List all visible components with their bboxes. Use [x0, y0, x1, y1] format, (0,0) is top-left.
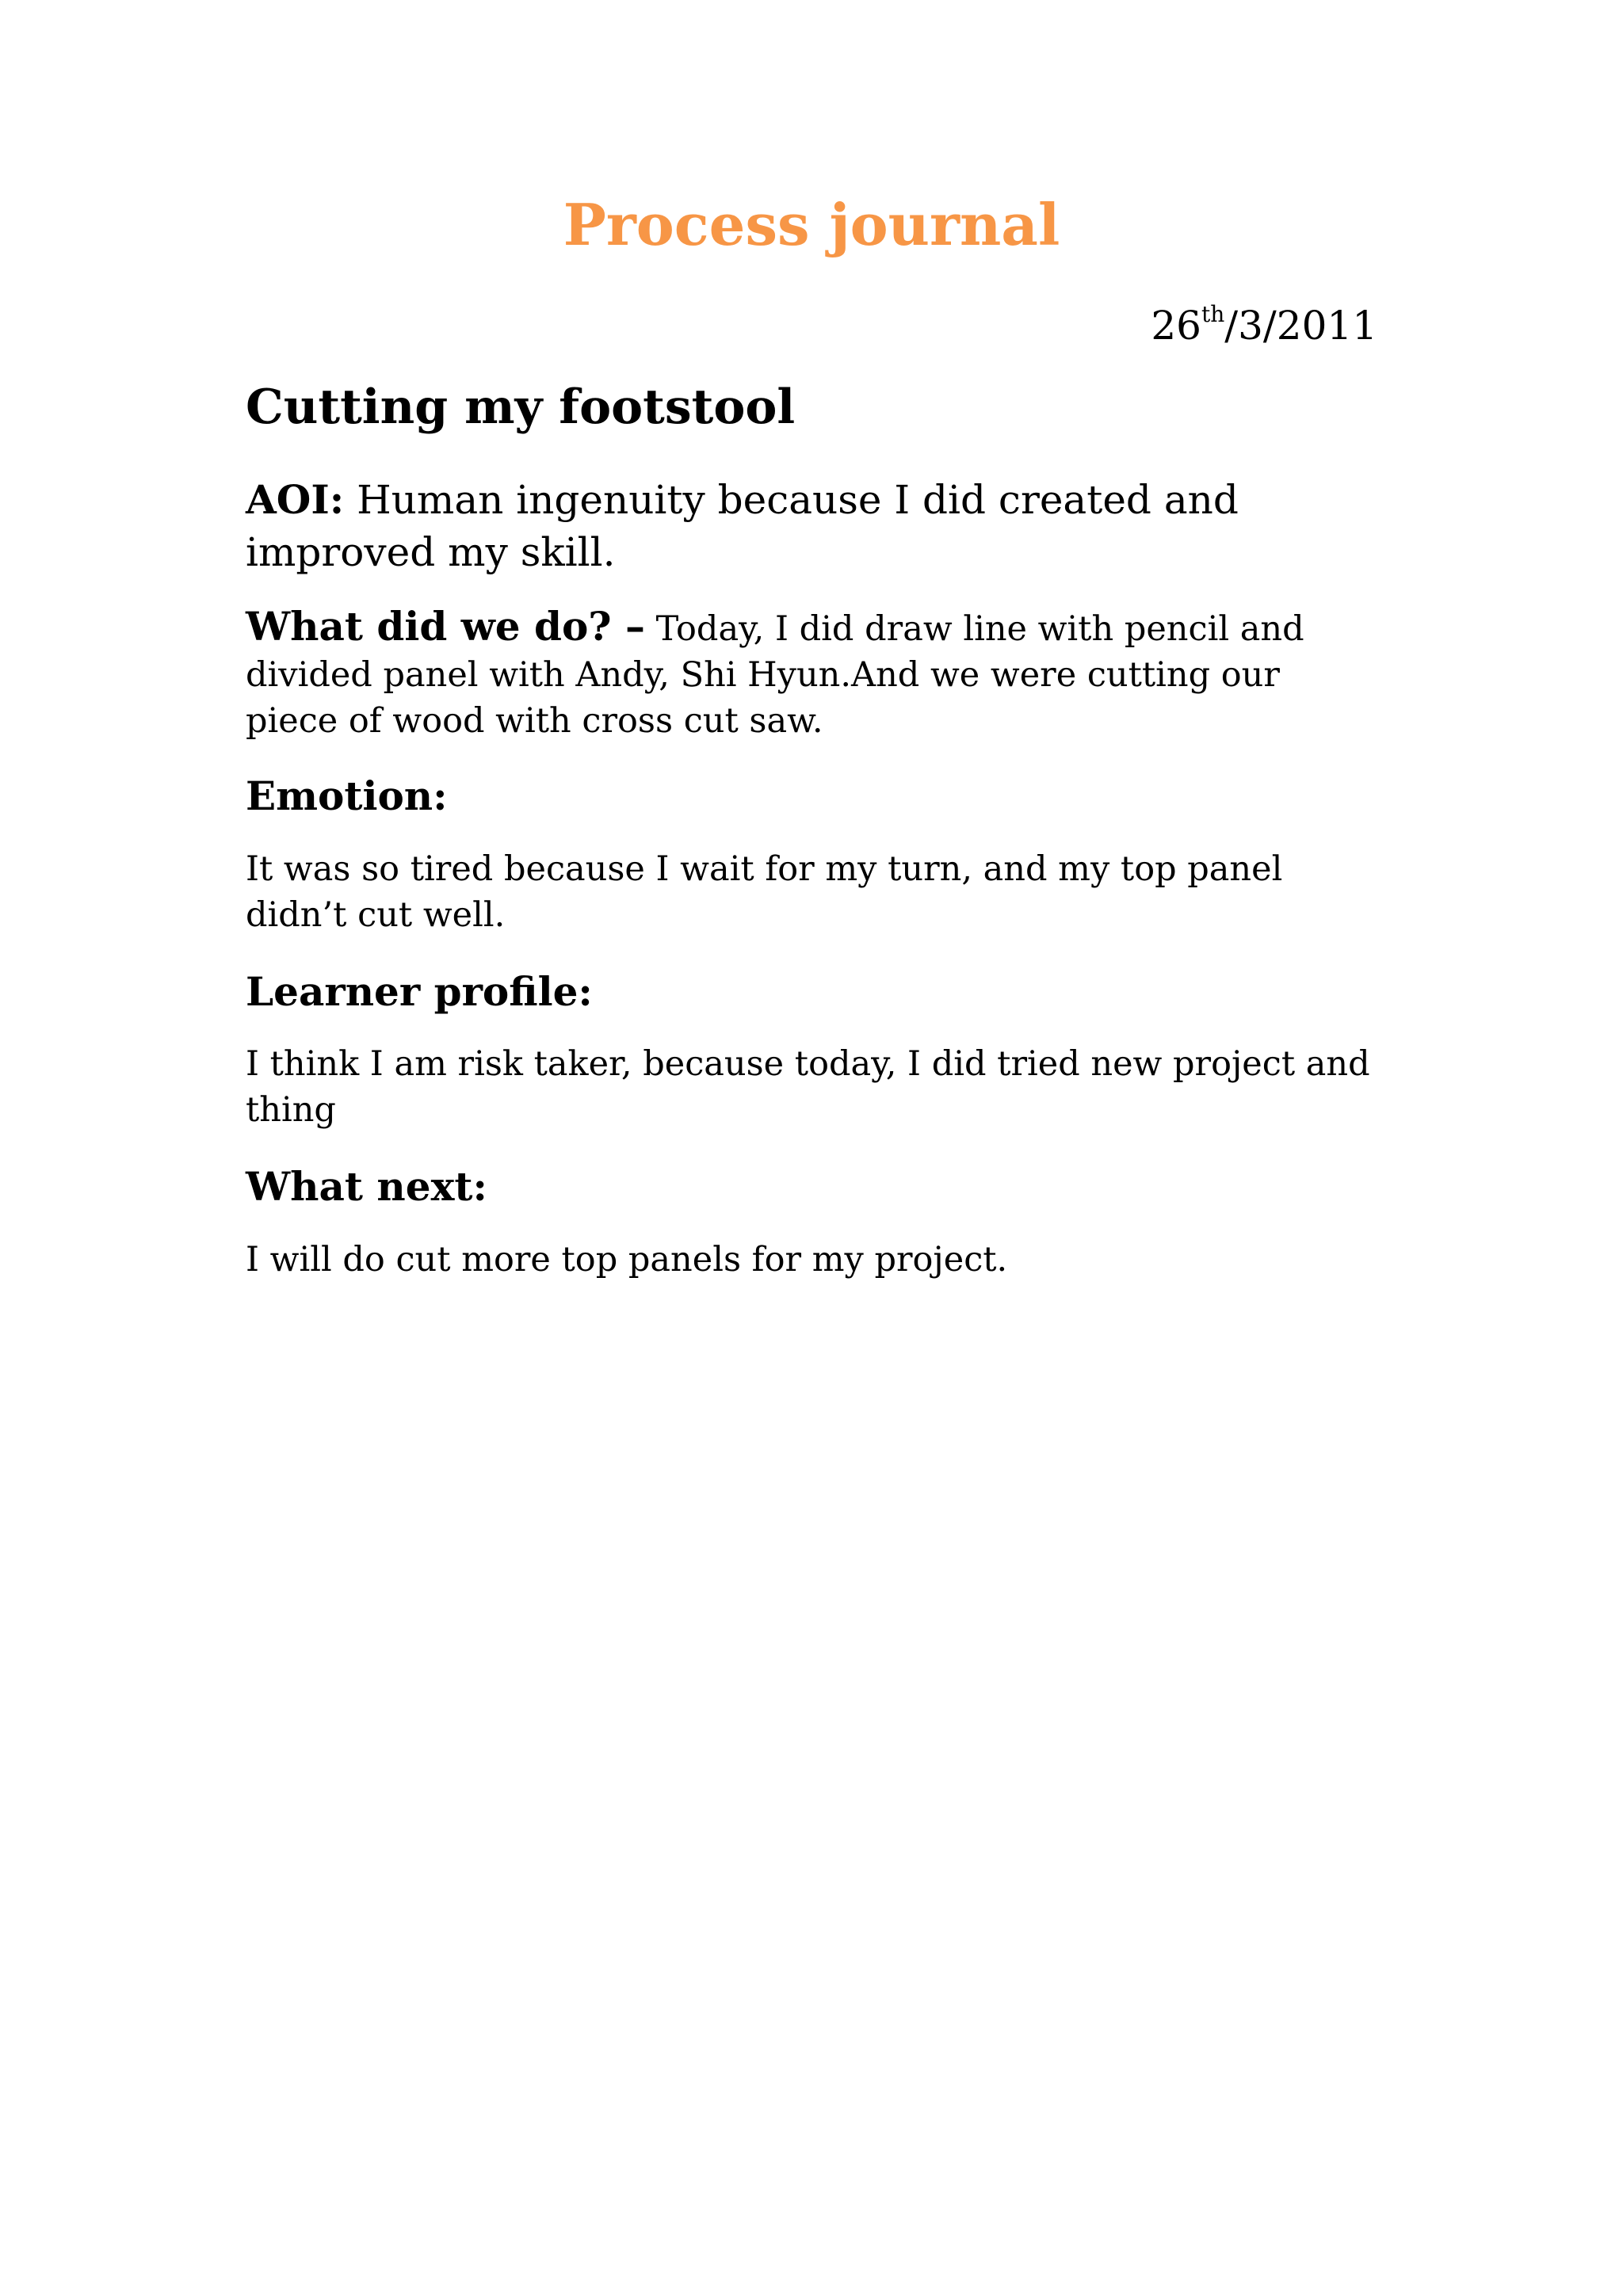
emotion-heading: Emotion: — [246, 772, 448, 819]
journal-date — [1151, 301, 1377, 349]
aoi-text: Human ingenuity because I did created and improved my skill. — [246, 477, 1239, 575]
aoi-label: AOI: — [246, 476, 345, 523]
learner-profile-text: I think I am risk taker, because today, I did tried new project and thing — [246, 1044, 1370, 1130]
date-rest: /3/2011 — [1224, 303, 1377, 349]
what-did-paragraph — [246, 604, 1379, 744]
entry-heading: Cutting my footstool — [246, 379, 796, 435]
document-title: Process journal — [563, 191, 1060, 258]
date-suffix: th — [1201, 301, 1225, 327]
what-did-text: Today, I did draw line with pencil and divided panel with Andy, Shi Hyun.And we were cutting our piece of wood with cross cut saw. — [246, 609, 1304, 741]
aoi-paragraph — [246, 474, 1379, 578]
date-day: 26 — [1151, 303, 1201, 349]
what-did-label: What did we do? – — [246, 603, 646, 650]
learner-profile-heading: Learner profile: — [246, 968, 593, 1015]
what-next-text: I will do cut more top panels for my project. — [246, 1240, 1008, 1280]
emotion-text: It was so tired because I wait for my turn, and my top panel didn’t cut well. — [246, 849, 1283, 935]
what-next-heading: What next: — [246, 1163, 487, 1210]
